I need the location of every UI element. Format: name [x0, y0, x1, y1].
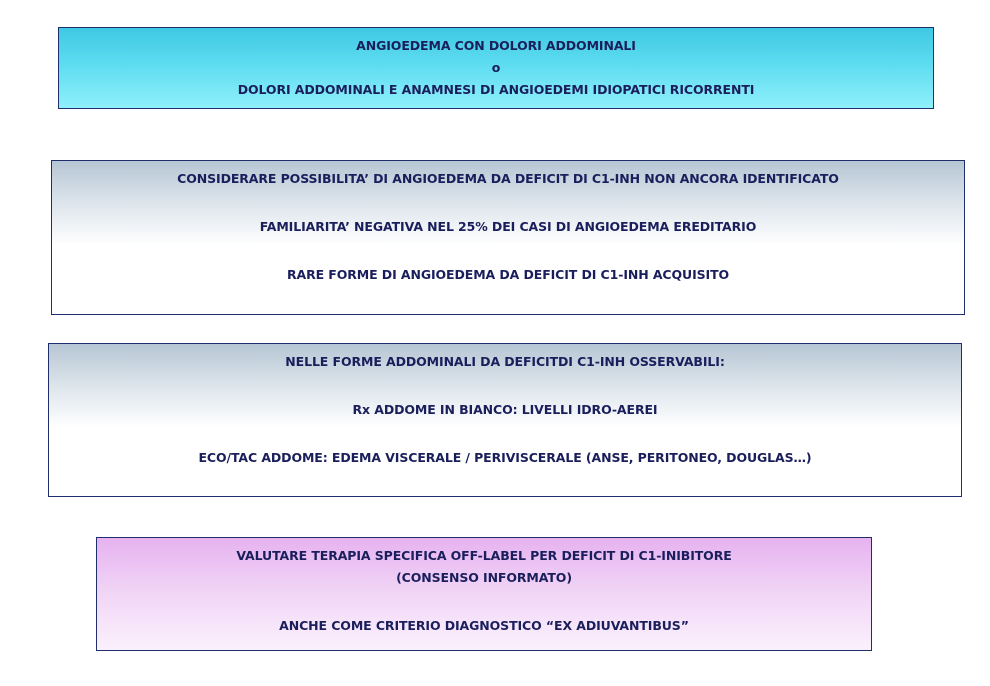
- presentation-line-1: ANGIOEDEMA CON DOLORI ADDOMINALI: [356, 38, 636, 53]
- considerations-box: [51, 160, 965, 315]
- findings-line-3: ECO/TAC ADDOME: EDEMA VISCERALE / PERIVISCERALE (ANSE, PERITONEO, DOUGLAS…): [198, 450, 812, 465]
- therapy-box: [96, 537, 872, 651]
- presentation-line-2: DOLORI ADDOMINALI E ANAMNESI DI ANGIOEDEMI IDIOPATICI RICORRENTI: [237, 82, 755, 97]
- considerations-line-3: RARE FORME DI ANGIOEDEMA DA DEFICIT DI C1-INH ACQUISITO: [286, 267, 730, 282]
- findings-box: [48, 343, 962, 497]
- therapy-line-2: (CONSENSO INFORMATO): [396, 570, 572, 585]
- considerations-line-2: FAMILIARITA’ NEGATIVA NEL 25% DEI CASI DI ANGIOEDEMA EREDITARIO: [259, 219, 757, 234]
- therapy-line-3: ANCHE COME CRITERIO DIAGNOSTICO “EX ADIUVANTIBUS”: [279, 618, 689, 633]
- considerations-line-1: CONSIDERARE POSSIBILITA’ DI ANGIOEDEMA DA DEFICIT DI C1-INH NON ANCORA IDENTIFICATO: [177, 171, 839, 186]
- therapy-line-1: VALUTARE TERAPIA SPECIFICA OFF-LABEL PER DEFICIT DI C1-INIBITORE: [236, 548, 732, 563]
- presentation-box: [58, 27, 934, 109]
- presentation-connector: o: [491, 60, 501, 75]
- findings-line-2: Rx ADDOME IN BIANCO: LIVELLI IDRO-AEREI: [352, 402, 658, 417]
- findings-line-1: NELLE FORME ADDOMINALI DA DEFICITDI C1-INH OSSERVABILI:: [285, 354, 725, 369]
